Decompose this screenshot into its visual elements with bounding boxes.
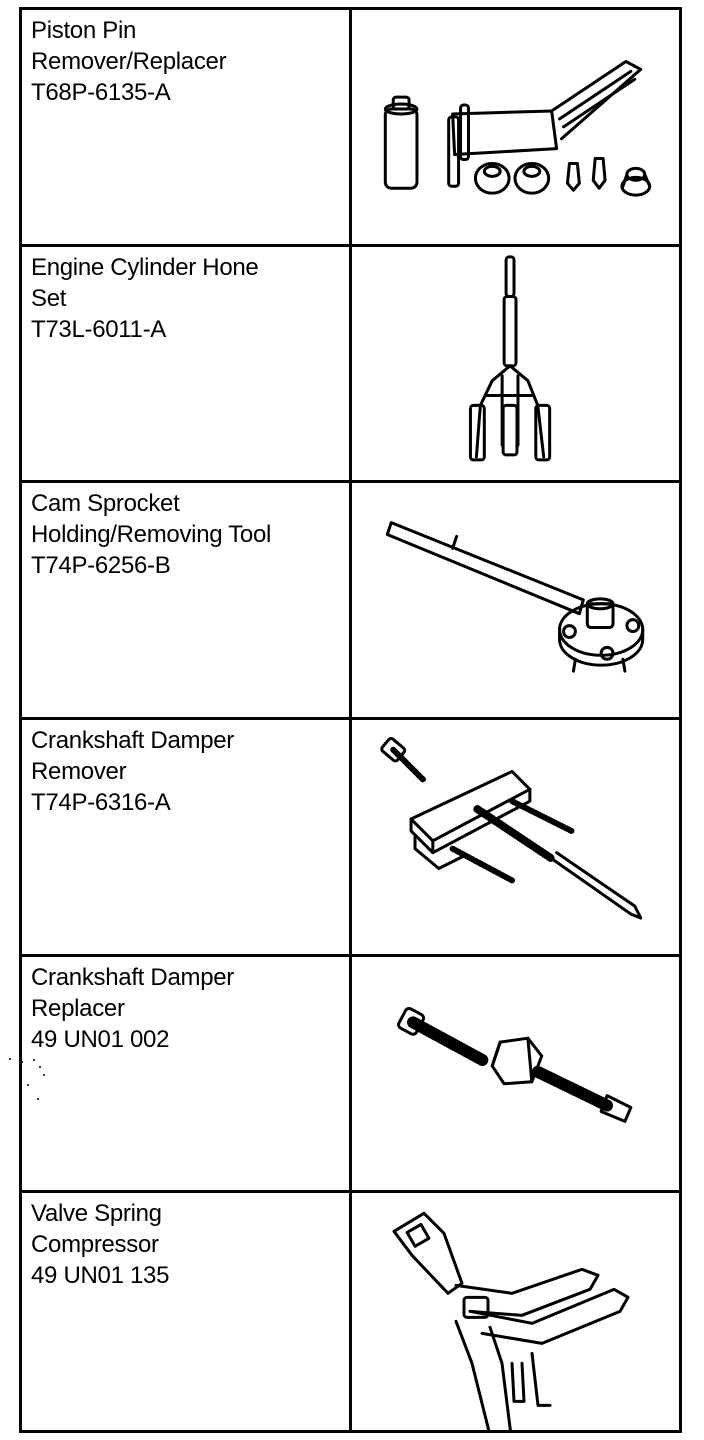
tool-part-number: T73L-6011-A	[31, 315, 167, 343]
tool-part-number: 49 UN01 135	[31, 1262, 170, 1290]
tool-part-number: T74P-6316-A	[31, 789, 171, 816]
tool-name-line: Remover	[31, 758, 127, 785]
crankshaft-damper-remover-icon	[352, 720, 679, 954]
tool-illustration-cell	[352, 1193, 679, 1430]
tool-name-line: Holding/Removing Tool	[31, 521, 272, 549]
tool-illustration-cell	[352, 247, 679, 484]
piston-pin-remover-replacer-icon	[352, 10, 679, 244]
tool-description-cell	[22, 483, 352, 720]
tool-description-cell	[22, 720, 352, 957]
scan-speckle-decoration	[4, 1055, 64, 1115]
tool-description-cell	[22, 957, 352, 1194]
tool-name-line: Replacer	[31, 994, 125, 1022]
tool-description-cell	[22, 10, 352, 247]
tool-part-number: T74P-6256-B	[31, 552, 171, 580]
tool-name-line: Set	[31, 284, 67, 312]
tool-name-line: Cam Sprocket	[31, 490, 180, 518]
tool-part-number: 49 UN01 002	[31, 1025, 170, 1053]
tool-part-number: T68P-6135-A	[31, 79, 171, 106]
tool-name-line: Valve Spring	[31, 1200, 162, 1228]
tool-name-line: Crankshaft Damper	[31, 963, 234, 991]
engine-cylinder-hone-icon	[352, 247, 679, 481]
tool-name-line: Compressor	[31, 1231, 159, 1259]
tool-name-line: Piston Pin	[31, 17, 137, 44]
tool-illustration-cell	[352, 10, 679, 247]
tool-name-line: Crankshaft Damper	[31, 727, 234, 754]
tool-illustration-cell	[352, 957, 679, 1194]
valve-spring-compressor-icon	[352, 1193, 679, 1430]
special-tools-table	[19, 7, 682, 1433]
tool-name-line: Engine Cylinder Hone	[31, 253, 259, 281]
tool-name-line: Remover/Replacer	[31, 48, 227, 75]
tool-illustration-cell	[352, 483, 679, 720]
tool-illustration-cell	[352, 720, 679, 957]
tool-description-cell	[22, 1193, 352, 1430]
cam-sprocket-tool-icon	[352, 483, 679, 717]
tool-description-cell	[22, 247, 352, 484]
crankshaft-damper-replacer-icon	[352, 957, 679, 1191]
